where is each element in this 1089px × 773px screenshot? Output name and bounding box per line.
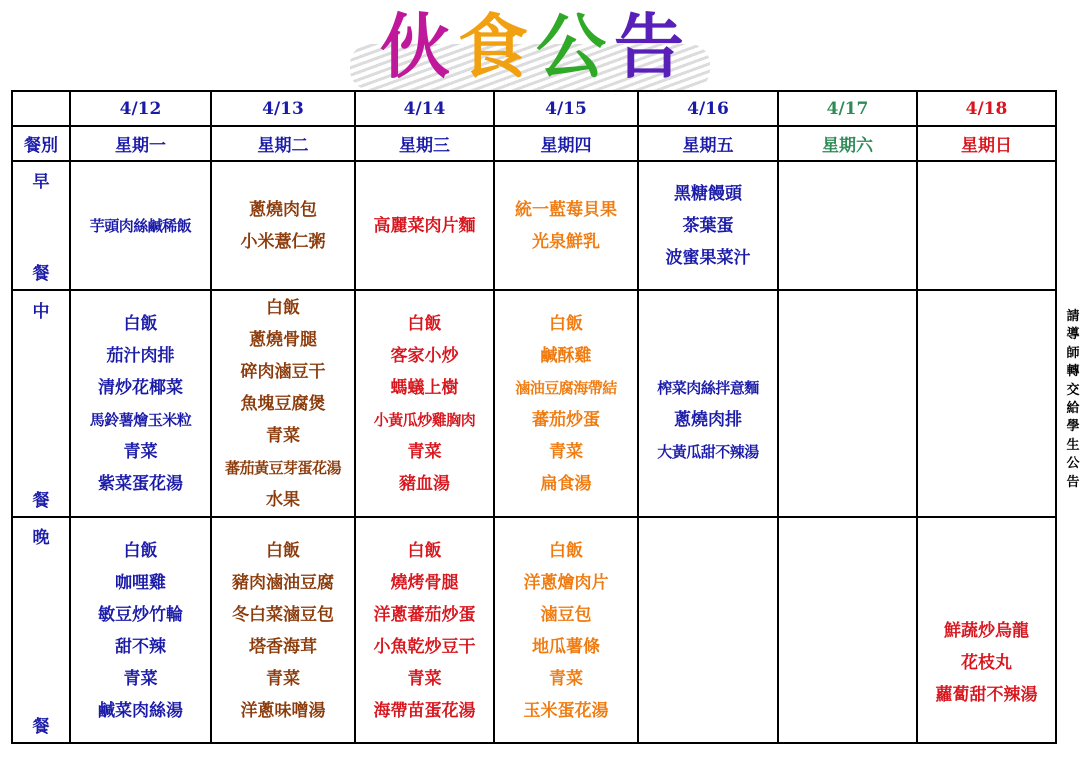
lunch-day-cell — [211, 290, 355, 517]
menu-item: 統一藍莓貝果 — [515, 199, 617, 220]
breakfast-menu-list — [71, 210, 210, 242]
lunch-label-top: 中 — [32, 301, 50, 322]
menu-item: 白飯 — [266, 540, 300, 561]
title-char: 伙 — [380, 6, 458, 88]
menu-item: 白飯 — [266, 298, 300, 318]
date-cell: 4/17 — [778, 91, 917, 126]
date-cell: 4/12 — [70, 91, 211, 126]
lunch-menu-list — [495, 307, 637, 500]
menu-item: 青菜 — [123, 442, 158, 462]
side-note-char: 師 — [1066, 345, 1080, 361]
lunch-menu-list — [918, 403, 1055, 404]
menu-item: 玉米蛋花湯 — [523, 700, 609, 721]
menu-item: 小黃瓜炒雞胸肉 — [373, 411, 476, 429]
menu-item: 塔香海茸 — [249, 636, 317, 657]
menu-item: 清炒花椰菜 — [98, 378, 183, 398]
lunch-label — [13, 293, 69, 515]
menu-item: 馬鈴薯燴玉米粒 — [89, 411, 192, 429]
menu-item: 蘿蔔甜不辣湯 — [935, 684, 1038, 705]
menu-item: 白飯 — [407, 314, 442, 334]
breakfast-label-cell — [12, 161, 70, 290]
menu-item: 蔥燒肉包 — [249, 199, 317, 220]
lunch-label-cell — [12, 290, 70, 517]
menu-item: 豬肉滷油豆腐 — [232, 572, 334, 593]
breakfast-day-cell — [355, 161, 494, 290]
lunch-day-cell — [355, 290, 494, 517]
menu-item: 蕃茄黃豆芽蛋花湯 — [224, 459, 341, 477]
menu-item: 青菜 — [407, 668, 442, 689]
side-note-char: 給 — [1066, 401, 1080, 417]
menu-item: 茶葉蛋 — [682, 215, 734, 236]
menu-item: 洋蔥味噌湯 — [240, 700, 326, 721]
dinner-label — [13, 519, 69, 741]
breakfast-label-top: 早 — [32, 172, 50, 192]
weekday-cell: 星期日 — [917, 126, 1056, 161]
dinner-row — [12, 517, 1056, 743]
dinner-menu-list — [212, 534, 354, 727]
menu-item: 冬白菜滷豆包 — [232, 604, 334, 625]
menu-item: 青菜 — [266, 668, 300, 689]
dinner-menu-list — [639, 630, 777, 631]
lunch-label-bottom: 餐 — [32, 490, 50, 511]
menu-item: 黑糖饅頭 — [674, 183, 742, 204]
menu-item: 燒烤骨腿 — [390, 572, 459, 593]
breakfast-day-cell — [917, 161, 1056, 290]
menu-item: 花枝丸 — [961, 652, 1012, 673]
menu-item: 芋頭肉絲鹹稀飯 — [89, 216, 192, 235]
weekday-row — [12, 126, 1056, 161]
dinner-day-cell — [638, 517, 778, 743]
menu-item: 碎肉滷豆干 — [240, 362, 326, 382]
date-row — [12, 91, 1056, 126]
breakfast-row — [12, 161, 1056, 290]
menu-item: 榨菜肉絲拌意麵 — [657, 379, 759, 397]
lunch-row — [12, 290, 1056, 517]
weekday-cell: 星期三 — [355, 126, 494, 161]
breakfast-label — [13, 163, 69, 288]
menu-item: 滷豆包 — [540, 604, 592, 625]
side-note-char: 交 — [1066, 382, 1080, 398]
title-char: 告 — [614, 6, 692, 88]
date-cell: 4/14 — [355, 91, 494, 126]
menu-item: 小米薏仁粥 — [240, 231, 326, 252]
menu-item: 白飯 — [549, 314, 583, 334]
date-cell: 4/18 — [917, 91, 1056, 126]
breakfast-menu-list — [495, 194, 637, 258]
dinner-day-cell — [494, 517, 638, 743]
lunch-menu-list — [639, 339, 777, 468]
breakfast-menu-list — [212, 194, 354, 258]
menu-item: 螞蟻上樹 — [390, 378, 459, 398]
menu-item: 鮮蔬炒烏龍 — [944, 620, 1029, 641]
dinner-day-cell — [917, 517, 1056, 743]
menu-item: 咖哩雞 — [115, 572, 166, 593]
menu-item: 高麗菜肉片麵 — [373, 215, 476, 236]
lunch-menu-list — [356, 307, 493, 500]
dinner-menu-list — [71, 534, 210, 727]
menu-item: 白飯 — [123, 540, 158, 561]
menu-item: 敏豆炒竹輪 — [98, 604, 183, 625]
menu-item: 洋蔥燴肉片 — [523, 572, 609, 593]
lunch-menu-list — [779, 403, 916, 404]
menu-item: 扁食湯 — [540, 474, 592, 494]
date-cell: 4/15 — [494, 91, 638, 126]
side-note-char: 轉 — [1066, 364, 1080, 380]
lunch-day-cell — [494, 290, 638, 517]
title-char: 公 — [536, 6, 614, 88]
side-note-char: 學 — [1066, 419, 1080, 435]
lunch-day-cell — [778, 290, 917, 517]
menu-item: 白飯 — [123, 314, 158, 334]
weekday-cell: 星期六 — [778, 126, 917, 161]
dinner-menu-list — [356, 534, 493, 727]
menu-item: 地瓜薯條 — [532, 636, 600, 657]
corner-cell — [12, 91, 70, 126]
menu-item: 甜不辣 — [115, 636, 166, 657]
lunch-day-cell — [70, 290, 211, 517]
breakfast-label-bottom: 餐 — [32, 264, 50, 284]
breakfast-day-cell — [70, 161, 211, 290]
side-note-char: 導 — [1066, 327, 1080, 343]
lunch-day-cell — [638, 290, 778, 517]
menu-item: 青菜 — [266, 426, 300, 446]
menu-item: 青菜 — [407, 442, 442, 462]
menu-item: 水果 — [266, 490, 300, 510]
date-cell: 4/16 — [638, 91, 778, 126]
lunch-day-cell — [917, 290, 1056, 517]
title-banner — [330, 0, 730, 92]
side-note-char: 告 — [1066, 474, 1080, 490]
menu-item: 客家小炒 — [390, 346, 459, 366]
menu-item: 青菜 — [549, 442, 583, 462]
menu-item: 鹹菜肉絲湯 — [98, 700, 183, 721]
menu-table — [11, 90, 1057, 744]
breakfast-day-cell — [778, 161, 917, 290]
menu-item: 白飯 — [549, 540, 583, 561]
dinner-day-cell — [211, 517, 355, 743]
dinner-menu-list — [495, 534, 637, 727]
menu-item: 茄汁肉排 — [106, 346, 175, 366]
side-note-char: 生 — [1066, 437, 1080, 453]
dinner-label-cell — [12, 517, 70, 743]
title-char: 食 — [458, 6, 536, 88]
breakfast-day-cell — [638, 161, 778, 290]
breakfast-menu-list — [356, 210, 493, 242]
dinner-day-cell — [355, 517, 494, 743]
weekday-cell: 星期二 — [211, 126, 355, 161]
breakfast-menu-list — [639, 178, 777, 274]
meal-column-header: 餐別 — [12, 126, 70, 161]
menu-item: 魚塊豆腐煲 — [240, 394, 326, 414]
menu-item: 紫菜蛋花湯 — [98, 474, 183, 494]
dinner-day-cell — [778, 517, 917, 743]
weekday-cell: 星期一 — [70, 126, 211, 161]
menu-item: 小魚乾炒豆干 — [373, 636, 476, 657]
date-cell: 4/13 — [211, 91, 355, 126]
menu-item: 滷油豆腐海帶結 — [515, 379, 617, 397]
page-title — [380, 4, 692, 90]
lunch-menu-list — [212, 291, 354, 516]
menu-item: 大黃瓜甜不辣湯 — [657, 443, 759, 461]
menu-item: 海帶苗蛋花湯 — [373, 700, 476, 721]
menu-item: 蔥燒骨腿 — [249, 330, 317, 350]
dinner-menu-list — [918, 550, 1055, 711]
menu-item: 白飯 — [407, 540, 442, 561]
menu-item: 光泉鮮乳 — [532, 231, 600, 252]
breakfast-day-cell — [494, 161, 638, 290]
menu-item: 波蜜果菜汁 — [665, 247, 751, 268]
menu-item: 青菜 — [123, 668, 158, 689]
menu-item: 青菜 — [549, 668, 583, 689]
menu-item: 鹹酥雞 — [540, 346, 592, 366]
menu-item: 蕃茄炒蛋 — [532, 410, 600, 430]
dinner-label-bottom: 餐 — [32, 717, 50, 737]
weekday-cell: 星期四 — [494, 126, 638, 161]
dinner-day-cell — [70, 517, 211, 743]
breakfast-day-cell — [211, 161, 355, 290]
menu-item: 洋蔥蕃茄炒蛋 — [373, 604, 476, 625]
lunch-menu-list — [71, 307, 210, 500]
side-note — [1064, 308, 1082, 492]
menu-item: 蔥燒肉排 — [674, 410, 742, 430]
weekday-cell: 星期五 — [638, 126, 778, 161]
side-note-char: 請 — [1066, 309, 1080, 324]
menu-item: 豬血湯 — [399, 474, 450, 494]
dinner-menu-list — [779, 630, 916, 631]
side-note-char: 公 — [1066, 456, 1080, 472]
dinner-label-top: 晚 — [32, 528, 50, 548]
